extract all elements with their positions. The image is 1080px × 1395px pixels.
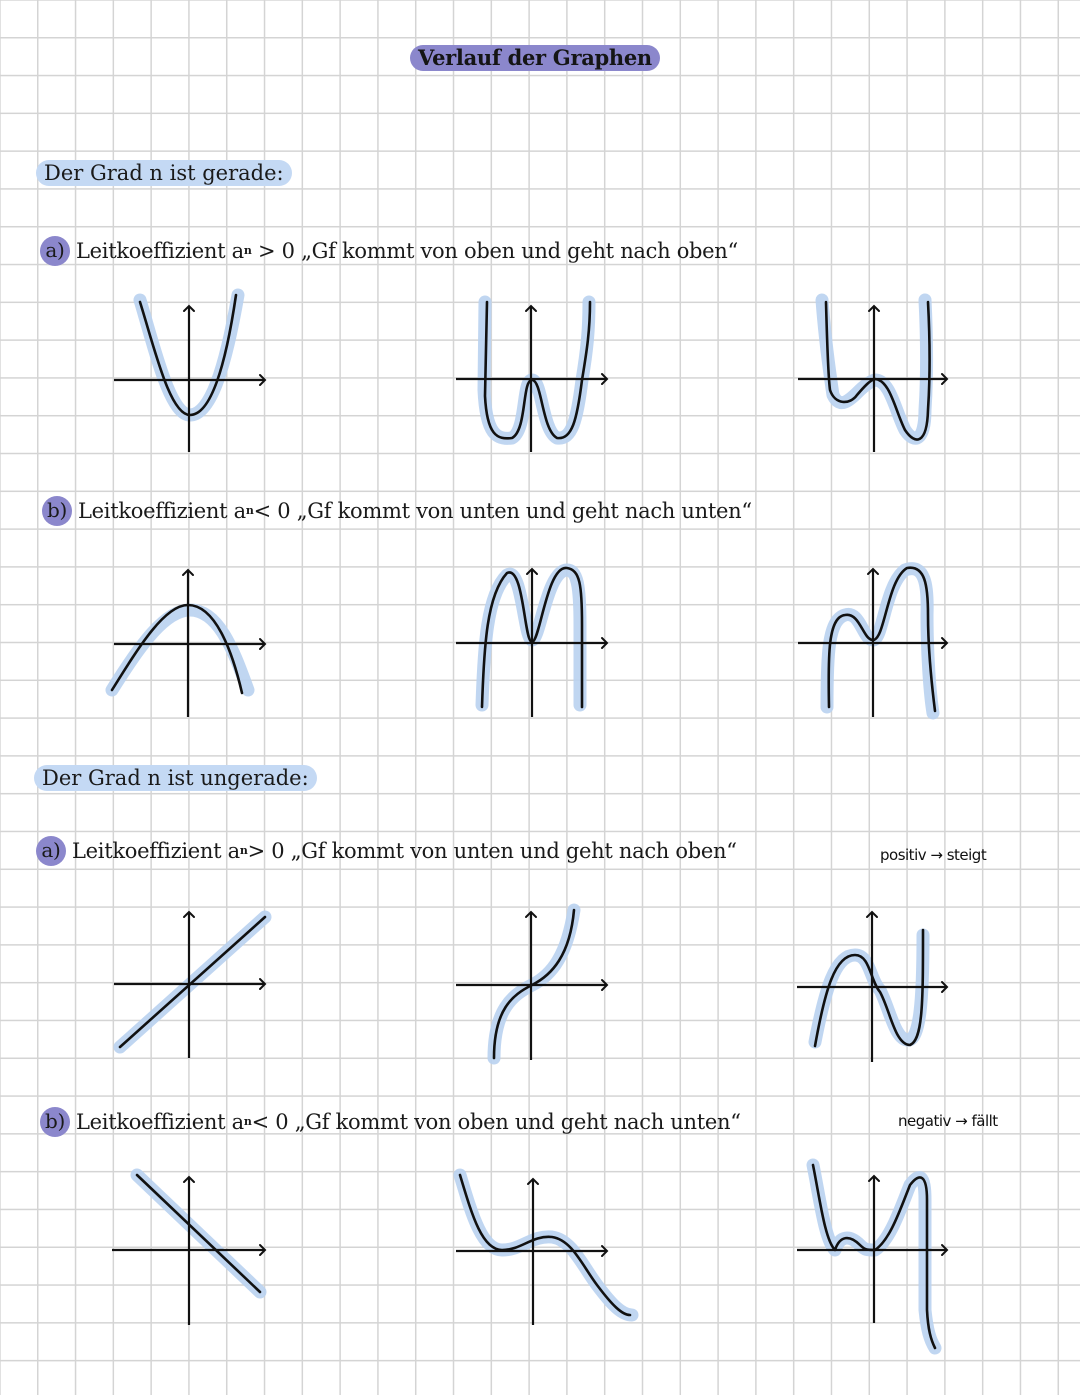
graph-quintic-falling (795, 1160, 955, 1360)
note-negative-falls: negativ → fällt (898, 1112, 998, 1130)
graph-falling-cubic (452, 1165, 612, 1335)
row-label-even-b (42, 496, 752, 526)
label-prefix: Leitkoeffizient a (76, 1110, 244, 1134)
label-quote: „Gf kommt von unten und geht nach oben“ (290, 839, 737, 863)
badge-b: b) (40, 1107, 70, 1137)
graph-parabola-down (110, 555, 270, 725)
graph-n-shape-cubic (795, 900, 955, 1070)
label-subscript: n (245, 504, 254, 517)
label-prefix: Leitkoeffizient a (78, 499, 246, 523)
section-heading-odd: Der Grad n ist ungerade: (34, 765, 317, 791)
label-condition: < 0 (253, 499, 291, 523)
note-positive-rises: positiv → steigt (880, 846, 987, 864)
row-label-even-a (40, 236, 738, 266)
label-condition: > 0 (247, 839, 285, 863)
badge-b: b) (42, 496, 72, 526)
graph-falling-line (110, 1165, 270, 1335)
label-subscript: n (243, 1115, 252, 1128)
graph-m-shape (452, 555, 612, 725)
label-subscript: n (243, 244, 252, 257)
graph-w-shape (452, 290, 612, 460)
label-quote: „Gf kommt von oben und geht nach oben“ (301, 239, 738, 263)
graph-asymmetric-w (795, 290, 955, 460)
label-quote: „Gf kommt von unten und geht nach unten“ (296, 499, 752, 523)
row-label-odd-a (36, 836, 737, 866)
label-condition: > 0 (257, 239, 295, 263)
label-prefix: Leitkoeffizient a (72, 839, 240, 863)
badge-a: a) (40, 236, 70, 266)
graph-rising-cubic (452, 900, 612, 1070)
badge-a: a) (36, 836, 66, 866)
graph-parabola-up (110, 290, 270, 460)
graph-rising-line (110, 900, 270, 1070)
section-heading-even: Der Grad n ist gerade: (36, 160, 292, 186)
label-subscript: n (239, 844, 248, 857)
page-title: Verlauf der Graphen (410, 45, 660, 71)
label-condition: < 0 (251, 1110, 289, 1134)
graph-asymmetric-m (795, 555, 955, 725)
row-label-odd-b (40, 1107, 741, 1137)
label-prefix: Leitkoeffizient a (76, 239, 244, 263)
label-quote: „Gf kommt von oben und geht nach unten“ (294, 1110, 741, 1134)
